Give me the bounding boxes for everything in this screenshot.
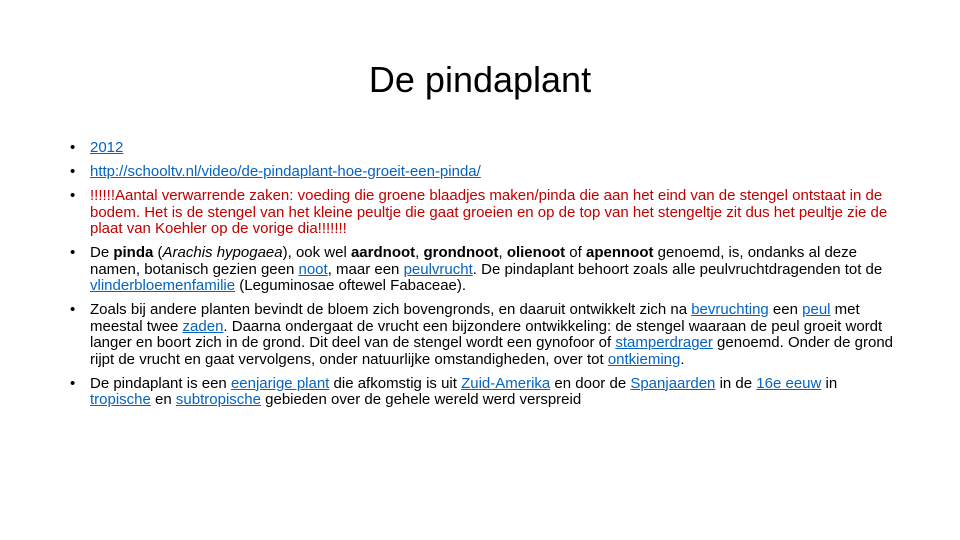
text-segment: genoemd. Onder de grond rijpt de vrucht en gaat vervolgens, onder natuurlijke omstandigheden, over tot xyxy=(90,334,894,368)
slide-title: De pindaplant xyxy=(368,59,592,100)
text-segment: . Daarna ondergaat de vrucht een bijzondere ontwikkeling: de stengel waaraan de peul groeit wordt langer en boort zich in de grond. Dit deel van de stengel wordt een gynofoor of xyxy=(90,317,883,351)
text-segment: (Leguminosae oftewel Fabaceae). xyxy=(235,277,467,294)
text-segment: ), ook wel xyxy=(282,244,351,261)
warning-text: !!!!!!Aantal verwarrende zaken: voeding die groene blaadjes maken/pinda die aan het eind van de stengel ontstaat in de bodem. Het is de stengel van het kleine peultje die gaat groeien en op de top van het stengeltje zit dus het peultje zie de plaat van Koehler op de vorige dia!!!!!!! xyxy=(90,187,888,237)
text-segment: of xyxy=(565,244,586,261)
bullet-item-ontwikkeling xyxy=(70,302,900,368)
bullet-item-warning xyxy=(70,188,900,238)
link-tropische[interactable]: tropische xyxy=(90,391,151,408)
bullet-icon: • xyxy=(70,163,76,180)
link-bevruchting[interactable]: bevruchting xyxy=(691,301,769,318)
term-apennoot: apennoot xyxy=(586,244,654,261)
text-segment: in xyxy=(821,374,838,392)
link-2012[interactable]: 2012 xyxy=(90,139,124,156)
link-spanjaarden[interactable]: Spanjaarden xyxy=(630,374,716,392)
link-stamperdrager[interactable]: stamperdrager xyxy=(615,334,713,351)
term-grondnoot: grondnoot xyxy=(423,244,499,261)
bullet-item-herkomst xyxy=(70,376,900,409)
bullet-icon: • xyxy=(70,139,76,156)
term-olienoot: olienoot xyxy=(506,244,566,261)
link-peulvrucht[interactable]: peulvrucht xyxy=(403,260,473,278)
link-schooltv[interactable]: http://schooltv.nl/video/de-pindaplant-hoe-groeit-een-pinda/ xyxy=(90,163,481,180)
term-aardnoot: aardnoot xyxy=(350,244,416,261)
text-segment: De pindaplant is een xyxy=(90,374,231,392)
link-vlinderbloemenfamilie[interactable]: vlinderbloemenfamilie xyxy=(90,277,236,294)
text-segment: met meestal twee xyxy=(90,301,860,335)
bullet-icon: • xyxy=(70,187,76,204)
text-segment: . De pindaplant behoort zoals alle peulvruchtdragenden tot de xyxy=(472,260,883,278)
bullet-icon: • xyxy=(70,301,76,318)
bullet-item-url xyxy=(70,164,900,181)
bullet-icon: • xyxy=(70,244,76,261)
link-noot[interactable]: noot xyxy=(298,260,328,278)
bullet-icon: • xyxy=(70,374,76,392)
text-segment: De xyxy=(90,244,114,261)
text-segment: gebieden over de gehele wereld werd verspreid xyxy=(260,391,582,408)
text-segment: en xyxy=(150,391,176,408)
link-16e-eeuw[interactable]: 16e eeuw xyxy=(756,374,822,392)
text-segment: . xyxy=(680,350,685,368)
term-pinda: pinda xyxy=(113,244,154,261)
text-segment: genoemd, is, ondanks al deze namen, botanisch gezien geen xyxy=(90,244,857,278)
bullet-list xyxy=(70,140,900,416)
text-segment: , xyxy=(415,244,424,261)
link-eenjarige-plant[interactable]: eenjarige plant xyxy=(230,374,330,392)
link-ontkieming[interactable]: ontkieming xyxy=(607,350,681,368)
latin-name: Arachis hypogaea xyxy=(162,244,283,261)
text-segment: ( xyxy=(153,244,163,261)
link-zuid-amerika[interactable]: Zuid-Amerika xyxy=(461,374,551,392)
link-peul[interactable]: peul xyxy=(802,301,831,318)
text-segment: en door de xyxy=(550,374,631,392)
text-segment: Zoals bij andere planten bevindt de bloem zich bovengronds, en daaruit ontwikkelt zich na xyxy=(90,301,692,318)
text-segment: , maar een xyxy=(327,260,404,278)
bullet-item-year xyxy=(70,140,900,157)
link-subtropische[interactable]: subtropische xyxy=(175,391,261,408)
text-segment: in de xyxy=(715,374,757,392)
text-segment: een xyxy=(768,301,803,318)
text-segment: , xyxy=(498,244,507,261)
text-segment: die afkomstig is uit xyxy=(329,374,462,392)
bullet-item-pinda xyxy=(70,245,900,295)
link-zaden[interactable]: zaden xyxy=(182,317,224,335)
